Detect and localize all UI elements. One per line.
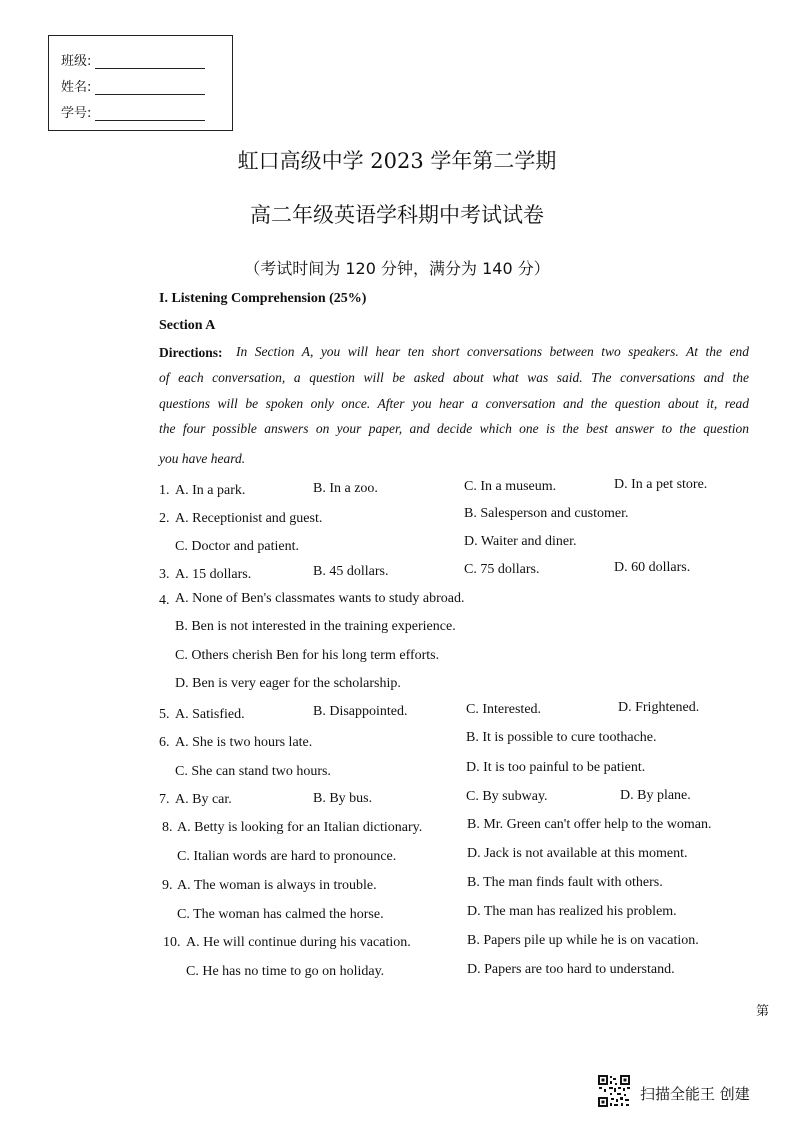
directions-line: questions will be spoken only once. After you hear a conversation and the question about it, read [159, 396, 749, 411]
qr-code-icon [597, 1074, 631, 1108]
option-c[interactable]: C. Italian words are hard to pronounce. [177, 849, 397, 864]
option-d[interactable]: D. By plane. [620, 788, 691, 803]
option-d[interactable]: D. 60 dollars. [614, 560, 691, 575]
option-a[interactable]: A. By car. [175, 792, 232, 807]
option-d[interactable]: D. It is too painful to be patient. [466, 760, 646, 775]
question-number: 7. [159, 792, 170, 807]
section-sub-heading: Section A [159, 318, 216, 333]
option-c[interactable]: C. He has no time to go on holiday. [186, 964, 385, 979]
question-number: 4. [159, 593, 170, 608]
option-a[interactable]: A. In a park. [175, 483, 246, 498]
question-number: 5. [159, 707, 170, 722]
option-a[interactable]: A. 15 dollars. [175, 567, 252, 582]
name-label: 姓名: [61, 80, 92, 95]
option-b[interactable]: B. In a zoo. [313, 481, 378, 496]
option-d[interactable]: D. In a pet store. [614, 477, 708, 492]
option-b[interactable]: B. Ben is not interested in the training experience. [175, 619, 456, 634]
question-number: 3. [159, 567, 170, 582]
student-info-box [48, 35, 233, 131]
option-d[interactable]: D. Frightened. [618, 700, 700, 715]
option-c[interactable]: C. Doctor and patient. [175, 539, 300, 554]
option-a[interactable]: A. Betty is looking for an Italian dictionary. [177, 820, 423, 835]
option-a[interactable]: A. He will continue during his vacation. [186, 935, 411, 950]
page-number-mark: 第 [756, 1004, 770, 1019]
name-field[interactable] [61, 76, 205, 95]
id-label: 学号: [61, 106, 92, 121]
exam-subtitle: 高二年级英语学科期中考试试卷 [250, 203, 544, 227]
option-b[interactable]: B. Disappointed. [313, 704, 408, 719]
question-number: 9. [162, 878, 173, 893]
option-a[interactable]: A. The woman is always in trouble. [177, 878, 377, 893]
exam-title: 虹口高级中学 2023 学年第二学期 [237, 149, 557, 173]
id-field[interactable] [61, 102, 205, 121]
id-blank[interactable] [95, 108, 205, 121]
option-b[interactable]: B. The man finds fault with others. [467, 875, 663, 890]
option-d[interactable]: D. Papers are too hard to understand. [467, 962, 675, 977]
question-number: 1. [159, 483, 170, 498]
section-heading: I. Listening Comprehension (25%) [159, 291, 367, 306]
option-d[interactable]: D. Jack is not available at this moment. [467, 846, 688, 861]
option-d[interactable]: D. The man has realized his problem. [467, 904, 677, 919]
option-d[interactable]: D. Waiter and diner. [464, 534, 577, 549]
option-a[interactable]: A. She is two hours late. [175, 735, 313, 750]
option-b[interactable]: B. 45 dollars. [313, 564, 389, 579]
option-a[interactable]: A. None of Ben's classmates wants to study abroad. [175, 591, 465, 606]
directions-line: In Section A, you will hear ten short conversations between two speakers. At the end [236, 344, 749, 359]
option-c[interactable]: C. By subway. [466, 789, 548, 804]
exam-info: （考试时间为 120 分钟，满分为 140 分） [244, 259, 550, 278]
option-c[interactable]: C. In a museum. [464, 479, 557, 494]
question-number: 2. [159, 511, 170, 526]
option-c[interactable]: C. Interested. [466, 702, 542, 717]
directions-line: you have heard. [159, 451, 246, 466]
option-b[interactable]: B. By bus. [313, 791, 373, 806]
option-a[interactable]: A. Receptionist and guest. [175, 511, 323, 526]
option-b[interactable]: B. Mr. Green can't offer help to the woman. [467, 817, 712, 832]
option-c[interactable]: C. Others cherish Ben for his long term efforts. [175, 648, 440, 663]
directions-label: Directions: [159, 345, 223, 360]
class-blank[interactable] [95, 56, 205, 69]
scanner-brand: 扫描全能王 创建 [640, 1085, 750, 1103]
directions-line: of each conversation, a question will be asked about what was said. The conversations and the [159, 370, 749, 385]
class-label: 班级: [61, 54, 92, 69]
class-field[interactable] [61, 50, 205, 69]
question-number: 8. [162, 820, 173, 835]
question-number: 10. [163, 935, 181, 950]
option-c[interactable]: C. The woman has calmed the horse. [177, 907, 384, 922]
option-b[interactable]: B. It is possible to cure toothache. [466, 730, 657, 745]
name-blank[interactable] [95, 82, 205, 95]
option-b[interactable]: B. Salesperson and customer. [464, 506, 629, 521]
directions-line: the four possible answers on your paper, and decide which one is the best answer to the question [159, 421, 749, 436]
question-number: 6. [159, 735, 170, 750]
option-b[interactable]: B. Papers pile up while he is on vacation. [467, 933, 699, 948]
option-c[interactable]: C. 75 dollars. [464, 562, 540, 577]
option-c[interactable]: C. She can stand two hours. [175, 764, 331, 779]
option-d[interactable]: D. Ben is very eager for the scholarship. [175, 676, 401, 691]
option-a[interactable]: A. Satisfied. [175, 707, 245, 722]
